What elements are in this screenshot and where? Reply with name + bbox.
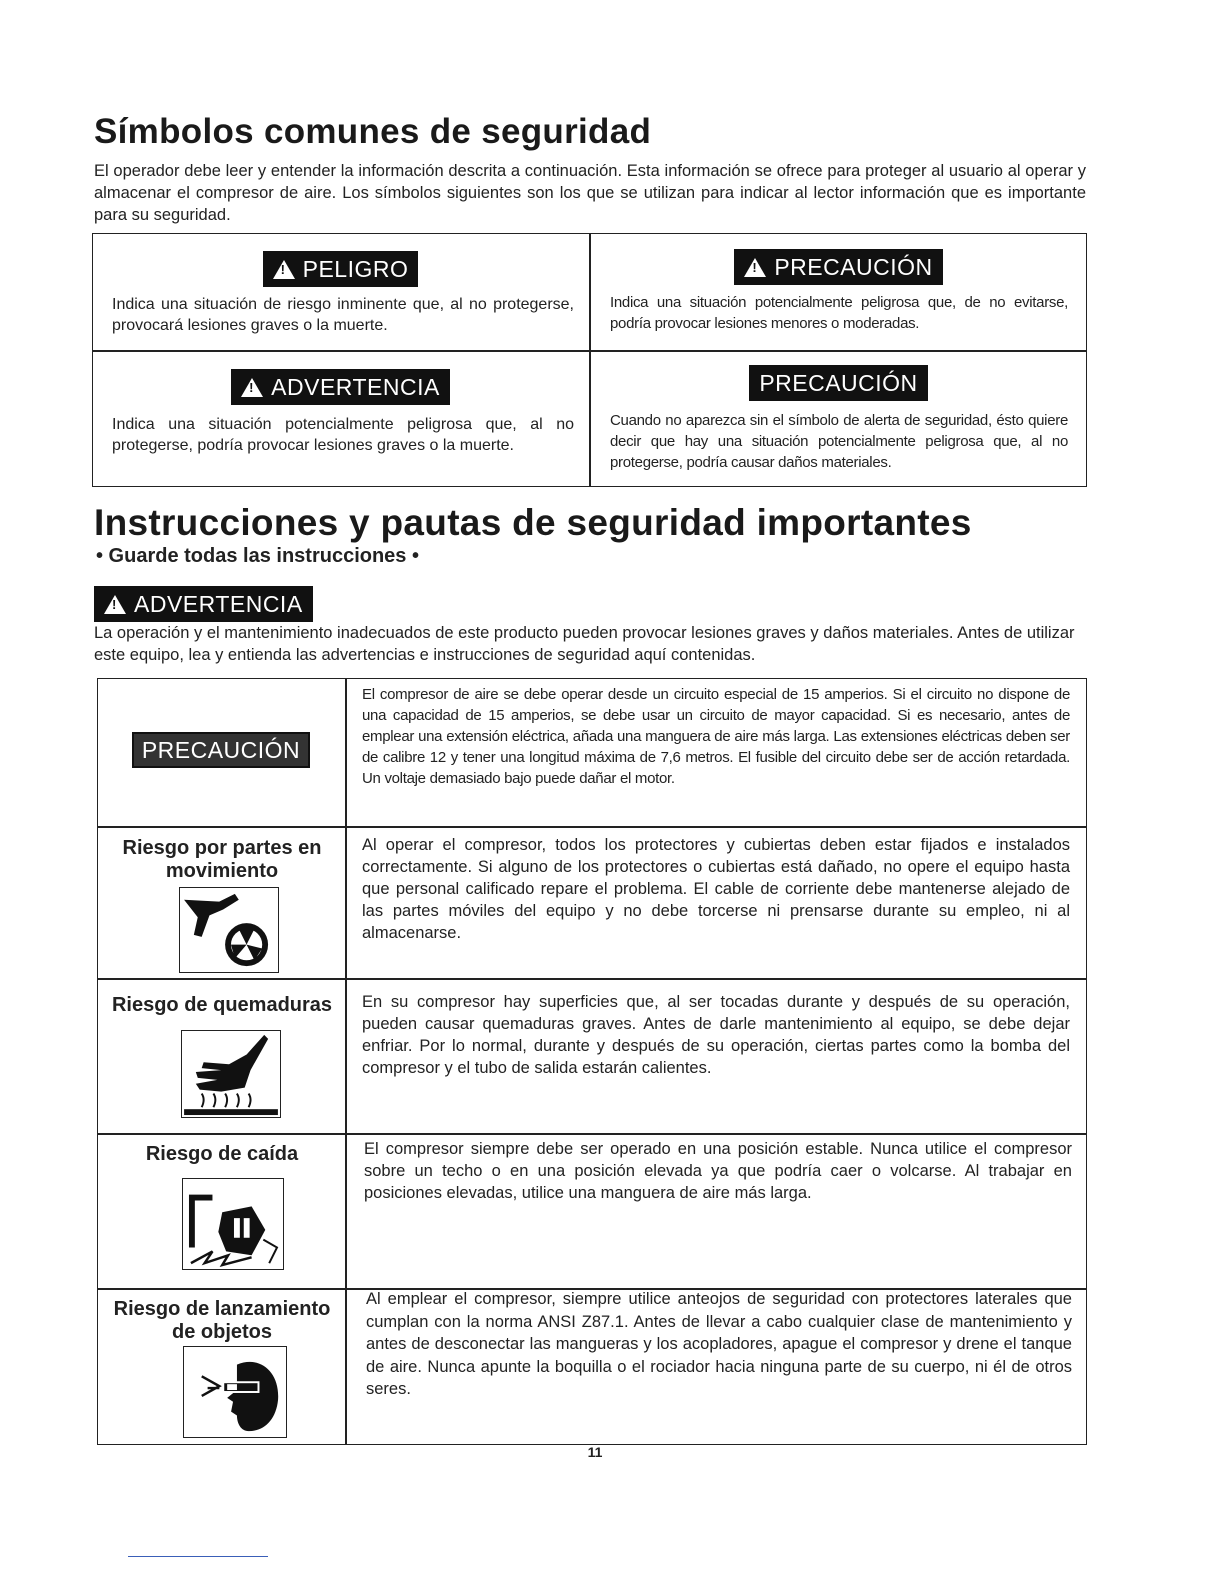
warning-paragraph: La operación y el mantenimiento inadecuados de este producto pueden provocar lesiones graves y daños materiales. Antes de utilizar este equipo, lea y entienda las advertencias e instrucciones de seguridad aquí contenidas. bbox=[94, 624, 1075, 664]
peligro-label bbox=[263, 251, 419, 287]
hazard-row-divider bbox=[97, 978, 1087, 980]
alert-triangle-icon bbox=[241, 378, 263, 397]
advertencia-description: Indica una situación potencialmente peligrosa que, al no protegerse, podría provocar lesiones graves o la muerte. bbox=[112, 416, 574, 454]
section-subtitle: • Guarde todas las instrucciones • bbox=[96, 545, 419, 567]
alert-triangle-icon bbox=[744, 258, 766, 277]
advertencia-warning-label-wrap bbox=[94, 586, 313, 622]
precaucion-row-label bbox=[132, 732, 310, 768]
advertencia-label bbox=[231, 369, 450, 405]
row0-text: El compresor de aire se debe operar desde un circuito especial de 15 amperios. Si el circuito no dispone de una capacidad de 15 amperios, se debe usar un circuito de mayor capacidad. Si es necesario, antes de emplear una extensión eléctrica, añada una manguera de aire más larga. Las extensiones eléctricas deben ser de calibre 12 y tener una longitud máxima de 7,6 metros. El fusible del circuito debe ser de acción retardada. Un voltaje demasiado bajo puede dañar el motor. bbox=[362, 686, 1070, 787]
footer-rule bbox=[128, 1556, 268, 1557]
precaucion-alert-description: Indica una situación potencialmente peligrosa que, de no evitarse, podría provocar lesiones menores o moderadas. bbox=[610, 294, 1068, 332]
alert-triangle-icon bbox=[104, 595, 126, 614]
precaucion-alert-label bbox=[734, 249, 942, 285]
moving-parts-icon-graphic bbox=[180, 888, 278, 972]
advertencia-label-text: ADVERTENCIA bbox=[271, 374, 440, 400]
precaucion-label-wrap bbox=[590, 365, 1087, 401]
peligro-label-wrap bbox=[92, 251, 589, 287]
moving-parts-icon bbox=[179, 887, 279, 973]
peligro-label-text: PELIGRO bbox=[302, 256, 409, 282]
row3-title: Riesgo de caída bbox=[145, 1143, 299, 1165]
row1-title: Riesgo por partes en movimiento bbox=[122, 837, 322, 882]
intro-paragraph: El operador debe leer y entender la información descrita a continuación. Esta información se ofrece para proteger al usuario al operar y almacenar el compresor de aire. Los símbolos siguientes son los que se utilizan para indicar al lector información que es importante para su seguridad. bbox=[94, 162, 1086, 224]
section-title-instructions: Instrucciones y pautas de seguridad importantes bbox=[94, 502, 972, 543]
row4-title: Riesgo de lanzamiento de objetos bbox=[113, 1298, 331, 1343]
page-number: 11 bbox=[587, 1444, 603, 1460]
peligro-description: Indica una situación de riesgo inminente que, al no protegerse, provocará lesiones graves o la muerte. bbox=[112, 296, 574, 334]
symbols-table-hdivider bbox=[92, 350, 1087, 352]
advertencia-warning-label bbox=[94, 586, 313, 622]
burn-hazard-icon-graphic bbox=[182, 1031, 280, 1117]
precaucion-alert-label-wrap bbox=[590, 249, 1087, 285]
flying-objects-icon-graphic bbox=[184, 1347, 286, 1437]
hazard-row-divider bbox=[97, 1133, 1087, 1135]
hazard-table-vdivider bbox=[345, 678, 347, 1445]
precaucion-label-text: PRECAUCIÓN bbox=[759, 370, 918, 396]
hazard-row-divider bbox=[97, 826, 1087, 828]
precaucion-description: Cuando no aparezca sin el símbolo de alerta de seguridad, ésto quiere decir que hay una situación potencialmente peligrosa que, al no protegerse, podría causar daños materiales. bbox=[610, 412, 1068, 471]
precaucion-alert-label-text: PRECAUCIÓN bbox=[774, 254, 933, 280]
precaucion-label bbox=[749, 365, 927, 401]
advertencia-label-wrap bbox=[92, 369, 589, 405]
fall-hazard-icon bbox=[182, 1178, 284, 1270]
burn-hazard-icon bbox=[181, 1030, 281, 1118]
row4-text: Al emplear el compresor, siempre utilice anteojos de seguridad con protectores laterales que cumplan con la norma ANSI Z87.1. Antes de llevar a cabo cualquier clase de mantenimiento y antes de desconectar las mangueras y los acopladores, apague el compresor y drene el tanque de aire. Nunca apunte la boquilla o el rociador hacia ninguna parte de su cuerpo, ni él de otros seres. bbox=[366, 1290, 1072, 1398]
alert-triangle-icon bbox=[273, 260, 295, 279]
fall-hazard-icon-graphic bbox=[183, 1179, 283, 1269]
flying-objects-icon bbox=[183, 1346, 287, 1438]
row2-title: Riesgo de quemaduras bbox=[111, 994, 333, 1016]
row3-text: El compresor siempre debe ser operado en una posición estable. Nunca utilice el compresor sobre un techo o en una posición elevada ya que podría caer o volcarse. Al trabajar en posiciones elevadas, utilice una manguera de aire más larga. bbox=[364, 1140, 1072, 1202]
row2-text: En su compresor hay superficies que, al ser tocadas durante y después de su operación, pueden causar quemaduras graves. Antes de darle mantenimiento al equipo, se debe dejar enfriar. Por lo normal, durante y después de su operación, ciertas partes como la bomba del compresor y el tubo de salida estarán calientes. bbox=[362, 993, 1070, 1077]
precaucion-row-label-text: PRECAUCIÓN bbox=[141, 737, 301, 763]
row1-text: Al operar el compresor, todos los protectores y cubiertas deben estar fijados e instalados correctamente. Si alguno de los protectores o cubiertas está dañado, no opere el equipo hasta que personal calificado repare el problema. El cable de corriente debe mantenerse alejado de las partes móviles del equipo y no debe torcerse ni prensarse durante su empleo, ni al almacenarse. bbox=[362, 836, 1070, 942]
advertencia-warning-label-text: ADVERTENCIA bbox=[134, 591, 303, 617]
section-title-symbols: Símbolos comunes de seguridad bbox=[94, 112, 652, 151]
row0-label-wrap bbox=[97, 732, 345, 768]
